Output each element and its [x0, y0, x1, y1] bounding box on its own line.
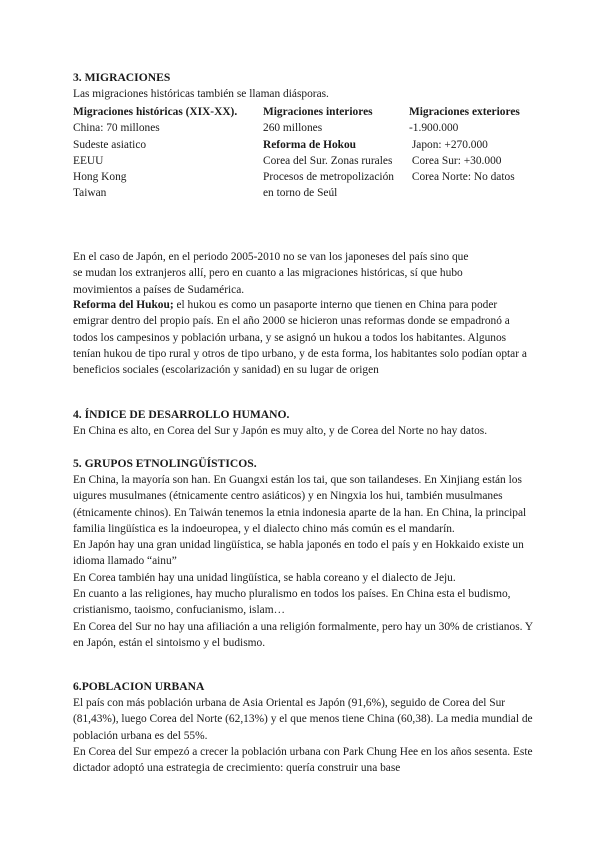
section-poblacion-urbana: [73, 679, 533, 776]
list-item: Japon: +270.000: [409, 138, 488, 151]
column-heading: Migraciones exteriores: [409, 106, 520, 118]
section-migraciones-header: [73, 70, 533, 102]
column-historicas: [73, 104, 258, 202]
migration-columns: [73, 104, 543, 234]
list-item: Hong Kong: [73, 171, 127, 184]
paragraph-text: [73, 297, 535, 378]
list-item: Sudeste asiatico: [73, 138, 147, 151]
column-exteriores: [409, 104, 543, 185]
list-item: China: 70 millones: [73, 122, 160, 135]
column-interiores: [263, 104, 403, 202]
paragraph-japon-migraciones: [73, 249, 473, 298]
list-item: -1.900.000: [409, 122, 459, 135]
list-item: Corea Norte: No datos: [409, 171, 515, 184]
section-title: 5. GRUPOS ETNOLINGÜÍSTICOS.: [73, 457, 257, 470]
paragraph-text: En Japón hay una gran unidad lingüística, se habla japonés en todo el país y en Hokkaido existe un idioma llamado “ainu”: [73, 539, 524, 568]
paragraph-text: En Corea también hay una unidad lingüística, se habla coreano y el dialecto de Jeju.: [73, 571, 456, 584]
list-item: Corea Sur: +30.000: [409, 154, 502, 167]
paragraph-text: En Corea del Sur empezó a crecer la población urbana con Park Chung Hee en los años sesenta. Este dictador adoptó una estrategia de crecimiento: quería construir una base: [73, 745, 533, 775]
section-title: 6.POBLACION URBANA: [73, 680, 205, 693]
bold-term: Reforma del Hukou;: [73, 299, 174, 311]
section-title: 4. ÍNDICE DE DESARROLLO HUMANO.: [73, 408, 290, 421]
paragraph-text: En cuanto a las religiones, hay mucho pluralismo en todos los países. En China esta el budismo, cristianismo, taoismo, confucianismo, islam…: [73, 588, 511, 617]
section-grupos-etnolinguisticos: [73, 456, 533, 651]
paragraph-reforma-hukou: [73, 297, 535, 378]
list-item: Taiwan: [73, 187, 107, 200]
paragraph-text: El país con más población urbana de Asia Oriental es Japón (91,6%), seguido de Corea del Sur (81,43%), luego Corea del Norte (62,13%) y el que menos tiene China (60,38). La media mundial de población urbana es del 55%.: [73, 697, 533, 742]
section-title: 3. MIGRACIONES: [73, 71, 171, 84]
column-subheading: Reforma de Hokou: [263, 138, 357, 151]
paragraph-body: el hukou es como un pasaporte interno que tienen en China para poder emigrar dentro del propio país. En el año 2000 se hicieron unas reformas donde se empadronó a todos los campesinos y población urbana, y se asignó un hukou a todos los habitantes. Algunos tenían hukou de tipo rural y otros de tipo urbano, y de esta forma, los habitantes solo podían optar a beneficios sociales (escolarización y sanidad) en su lugar de origen: [73, 299, 527, 377]
section-intro: Las migraciones históricas también se llaman diásporas.: [73, 88, 329, 100]
list-item: Procesos de metropolización en torno de Seúl: [263, 171, 394, 200]
list-item: 260 millones: [263, 122, 323, 135]
list-item: Corea del Sur. Zonas rurales: [263, 154, 393, 167]
paragraph-text: En China, la mayoría son han. En Guangxi están los tai, que son tailandeses. En Xinjiang están los uigures musulmanes (étnicamente centro asiáticos) y en Ningxia los hui, también musulmanes (étnicamente chinos). En Taiwán tenemos la etnia indonesia aparte de la han. En China, la principal familia lingüística es la indoeuropea, y el dialecto chino más común es el mandarín.: [73, 474, 527, 535]
column-heading: Migraciones interiores: [263, 106, 373, 118]
section-desarrollo-humano: [73, 407, 533, 439]
paragraph-text: En el caso de Japón, en el periodo 2005-2010 no se van los japoneses del país sino que se mudan los extranjeros allí, pero en cuanto a las migraciones históricas, sí que hubo movimientos a países de Sudamérica.: [73, 251, 469, 296]
column-heading: Migraciones históricas (XIX-XX).: [73, 106, 238, 118]
paragraph-text: En Corea del Sur no hay una afiliación a una religión formalmente, pero hay un 30% de cristianos. Y en Japón, están el sintoismo y el budismo.: [73, 620, 533, 649]
list-item: EEUU: [73, 154, 104, 167]
paragraph-text: En China es alto, en Corea del Sur y Japón es muy alto, y de Corea del Norte no hay datos.: [73, 425, 488, 437]
